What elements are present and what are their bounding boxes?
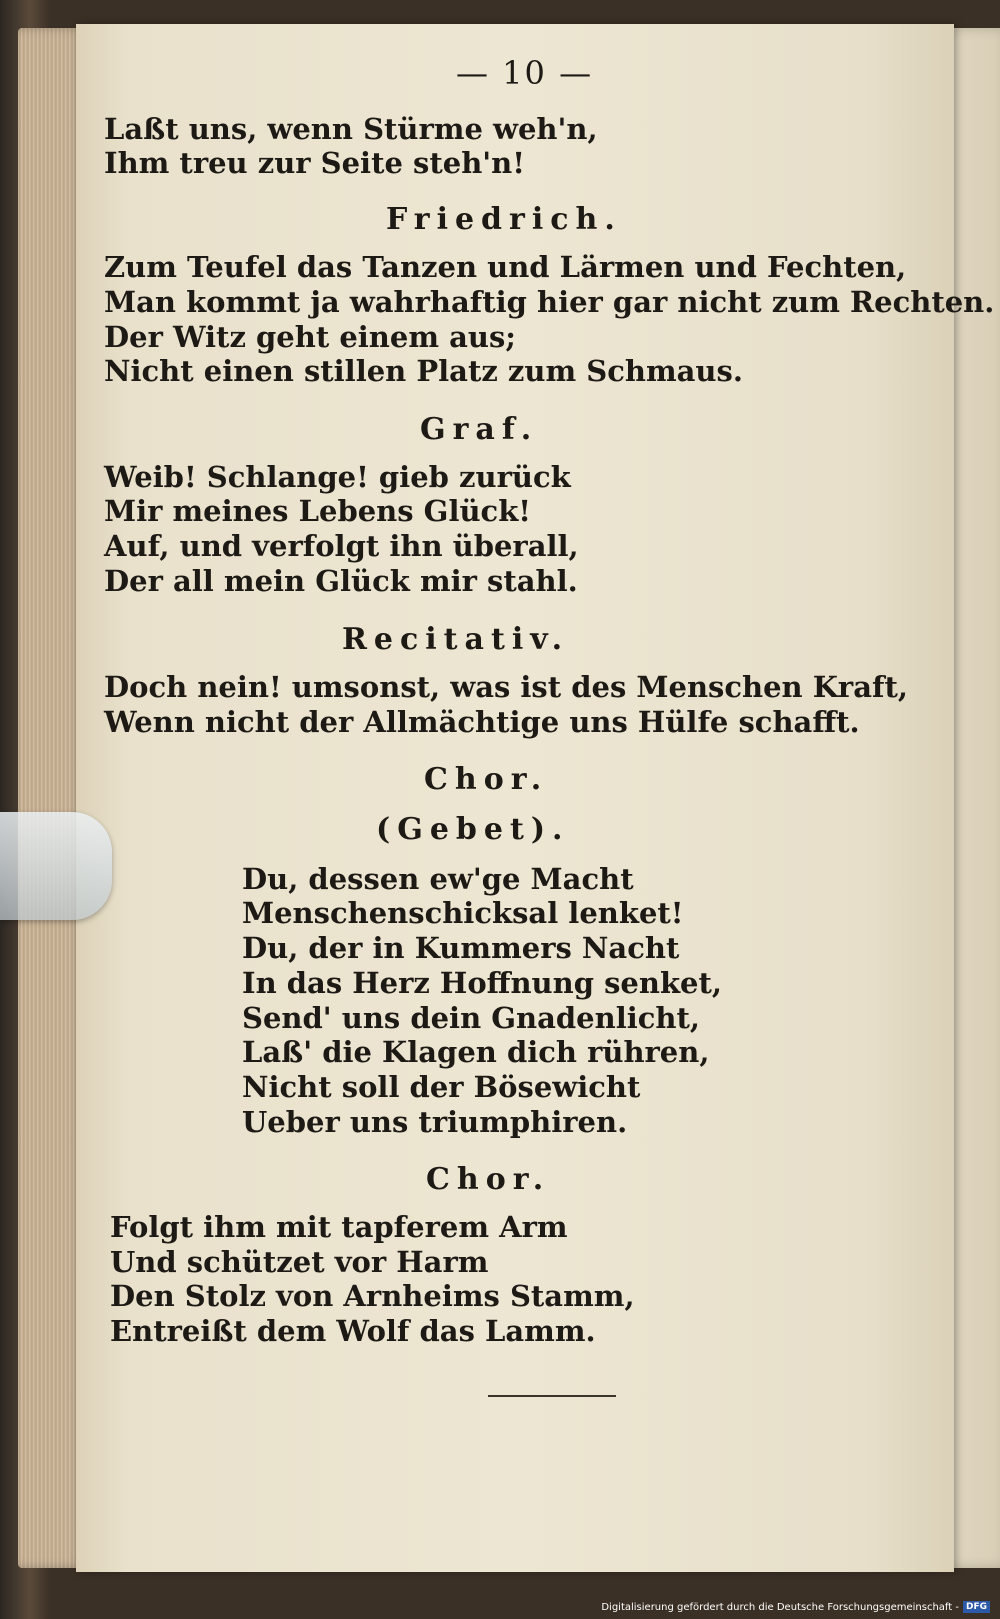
section-heading: (Gebet). — [376, 812, 570, 847]
verse-line: Laßt uns, wenn Stürme weh'n, — [104, 112, 598, 146]
verse-line: Auf, und verfolgt ihn überall, — [104, 529, 579, 563]
verse-line: Laß' die Klagen dich rühren, — [242, 1035, 710, 1069]
speaker-heading: Friedrich. — [386, 202, 622, 237]
verse-line: Der Witz geht einem aus; — [104, 320, 517, 354]
verse-line: Du, der in Kummers Nacht — [242, 931, 680, 965]
page-clip — [0, 812, 112, 920]
footer-credit — [601, 1601, 990, 1613]
verse-line: Wenn nicht der Allmächtige uns Hülfe schafft. — [104, 705, 860, 739]
verse-line: Nicht einen stillen Platz zum Schmaus. — [104, 354, 743, 388]
verse-line: Mir meines Lebens Glück! — [104, 494, 532, 528]
verse-line: Du, dessen ew'ge Macht — [242, 862, 634, 896]
verse-line: Entreißt dem Wolf das Lamm. — [110, 1314, 596, 1348]
verse-line: Und schützet vor Harm — [110, 1245, 489, 1279]
end-rule — [488, 1395, 616, 1397]
book-page — [76, 24, 995, 1572]
verse-line: Doch nein! umsonst, was ist des Menschen Kraft, — [104, 670, 908, 704]
verse-line: Der all mein Glück mir stahl. — [104, 564, 578, 598]
verse-line: Ueber uns triumphiren. — [242, 1105, 628, 1139]
verse-line: Ihm treu zur Seite steh'n! — [104, 146, 525, 180]
verse-line: Weib! Schlange! gieb zurück — [104, 460, 571, 494]
verse-line: Nicht soll der Bösewicht — [242, 1070, 641, 1104]
verse-line: Man kommt ja wahrhaftig hier gar nicht zum Rechten. — [104, 285, 995, 319]
speaker-heading: Chor. — [426, 1162, 551, 1197]
footer-credit-text: Digitalisierung gefördert durch die Deutsche Forschungsgemeinschaft - — [601, 1601, 959, 1613]
section-heading: Recitativ. — [342, 622, 570, 657]
verse-line: Send' uns dein Gnadenlicht, — [242, 1001, 700, 1035]
verse-line: Den Stolz von Arnheims Stamm, — [110, 1279, 635, 1313]
verse-line: Menschenschicksal lenket! — [242, 896, 684, 930]
verse-line: Zum Teufel das Tanzen und Lärmen und Fechten, — [104, 250, 907, 284]
page-number: — 10 — — [456, 54, 594, 92]
verse-line: Folgt ihm mit tapferem Arm — [110, 1210, 568, 1244]
dfg-logo: DFG — [963, 1601, 990, 1613]
verse-line: In das Herz Hoffnung senket, — [242, 966, 723, 1000]
speaker-heading: Chor. — [424, 762, 549, 797]
speaker-heading: Graf. — [420, 412, 539, 447]
